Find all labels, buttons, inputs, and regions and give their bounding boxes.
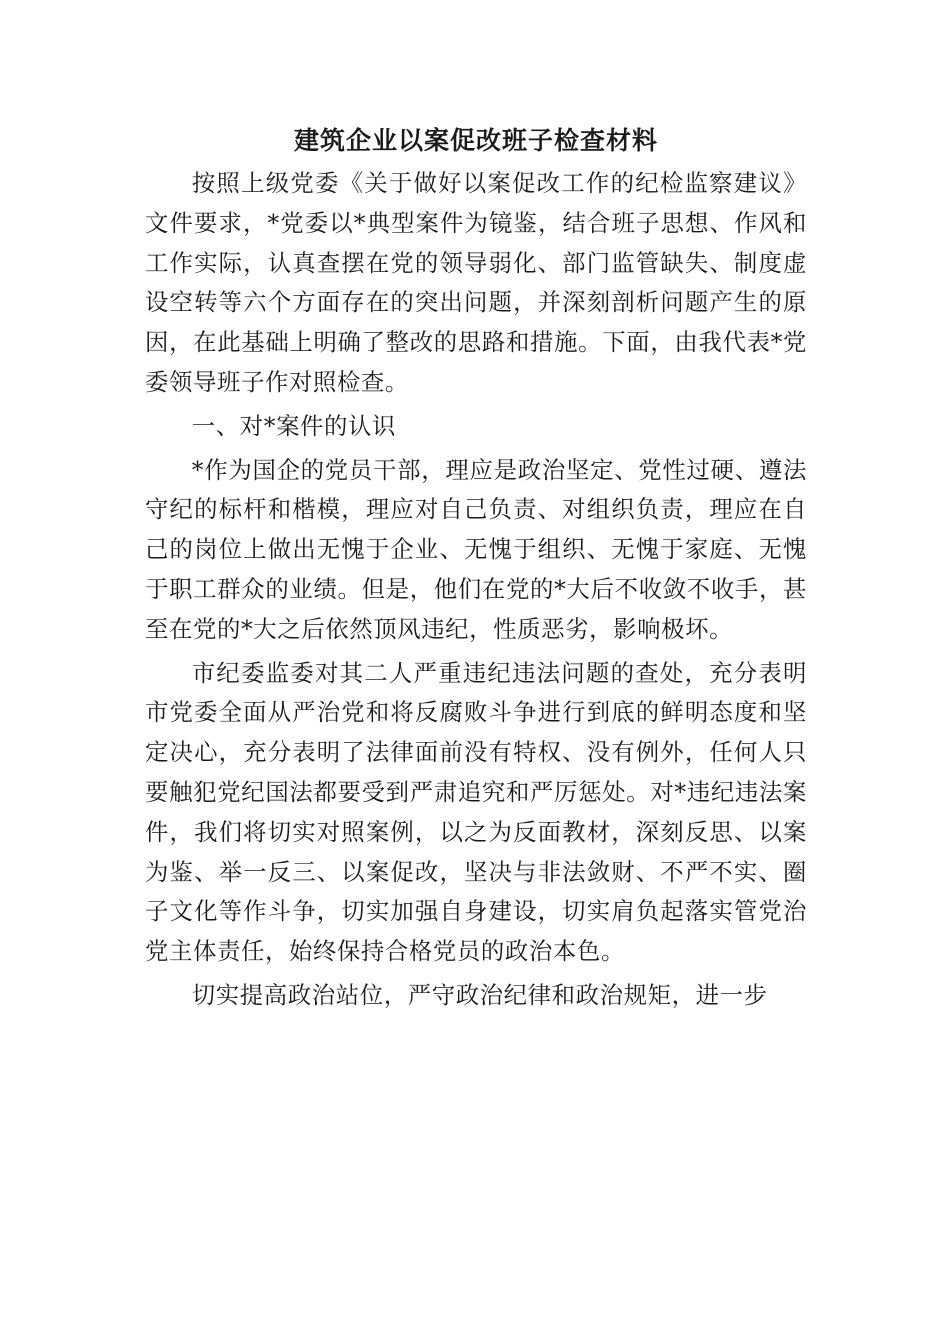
paragraph-case-analysis: *作为国企的党员干部，理应是政治坚定、党性过硬、遵法守纪的标杆和楷模，理应对自己负责、对组织负责，理应在自己的岗位上做出无愧于企业、无愧于组织、无愧于家庭、无愧于职工群众的业绩。但是，他们在党的*大后不收敛不收手，甚至在党的*大之后依然顶风违纪，性质恶劣，影响极坏。 <box>145 455 807 643</box>
document-title: 建筑企业以案促改班子检查材料 <box>293 126 658 155</box>
document-body <box>145 118 807 1016</box>
paragraph-political-position: 切实提高政治站位，严守政治纪律和政治规矩，进一步 <box>191 980 768 1009</box>
paragraph-intro: 按照上级党委《关于做好以案促改工作的纪检监察建议》文件要求，*党委以*典型案件为镜鉴，结合班子思想、作风和工作实际，认真查摆在党的领导弱化、部门监管缺失、制度虚设空转等六个方面存在的突出问题，并深刻剖析问题产生的原因，在此基础上明确了整改的思路和措施。下面，由我代表*党委领导班子作对照检查。 <box>145 169 807 396</box>
paragraph-discipline: 市纪委监委对其二人严重违纪违法问题的查处，充分表明市党委全面从严治党和将反腐败斗争进行到底的鲜明态度和坚定决心，充分表明了法律面前没有特权、没有例外，任何人只要触犯党纪国法都要受到严肃追究和严厉惩处。对*违纪违法案件，我们将切实对照案例，以之为反面教材，深刻反思、以案为鉴、举一反三、以案促改，坚决与非法敛财、不严不实、圈子文化等作斗争，切实加强自身建设，切实肩负起落实管党治党主体责任，始终保持合格党员的政治本色。 <box>145 658 807 966</box>
section-heading-1: 一、对*案件的认识 <box>191 411 397 440</box>
